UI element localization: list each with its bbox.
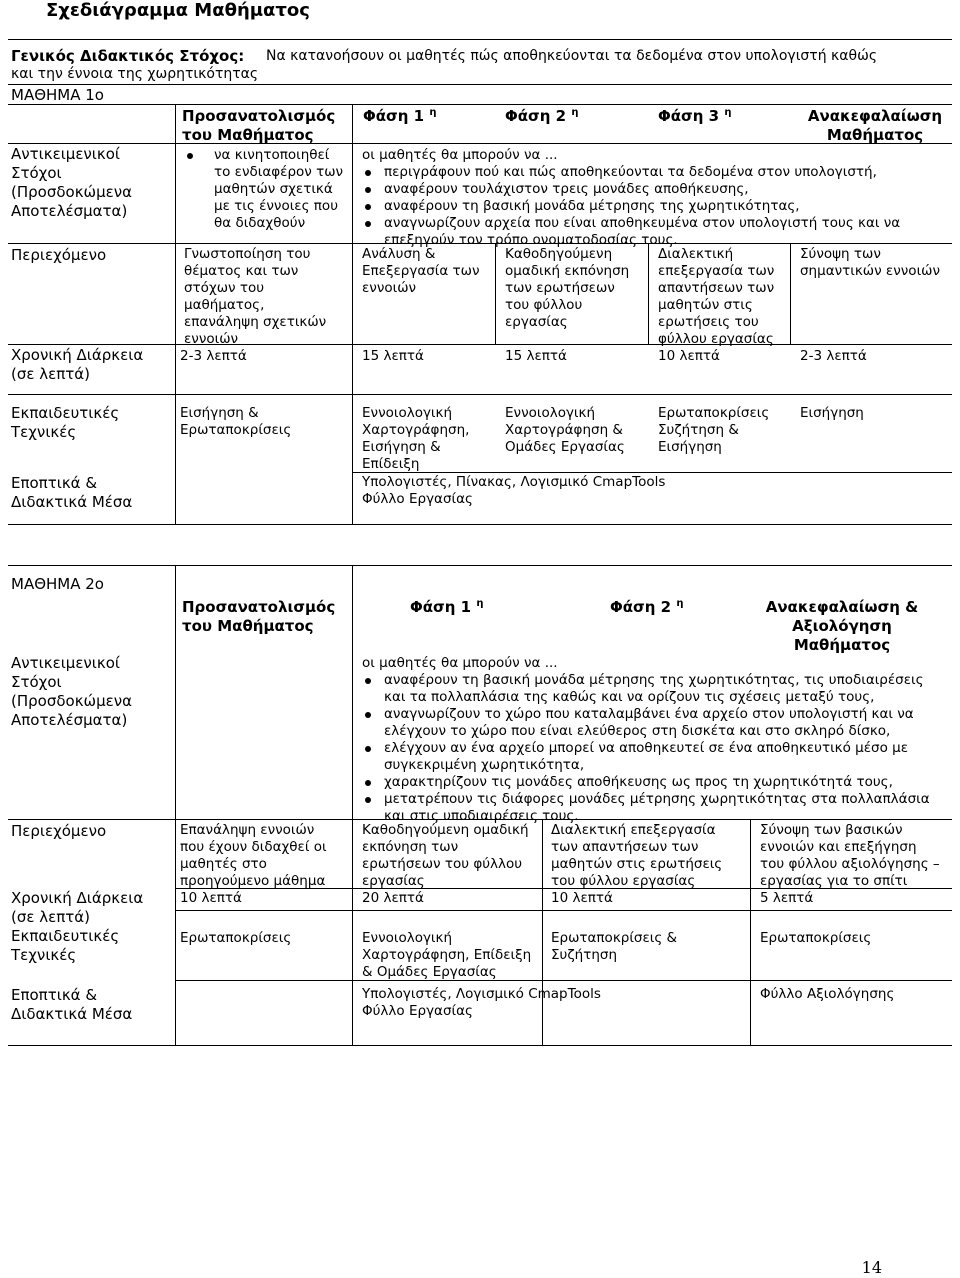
label-line: Εκπαιδευτικές [11, 404, 120, 422]
text-line: μαθητών στις ερωτήσεις [551, 856, 723, 872]
header-line: Μαθήματος [793, 636, 891, 654]
text-line: απαντήσεων των [658, 280, 775, 296]
objective-item: περιγράφουν πού και πώς αποθηκεύονται τα δεδομένα στον υπολογιστή, [362, 164, 947, 181]
header-sup: η [676, 598, 684, 609]
text-line: Σύνοψη των [800, 246, 881, 262]
text-line: θέματος και των [184, 263, 299, 279]
text-line: Ομάδες Εργασίας [505, 439, 625, 455]
text-line: Εισήγηση & [362, 439, 441, 455]
lesson2-techniques-phase2 [551, 930, 677, 964]
objective-item: αναφέρουν τη βασική μονάδα μέτρησης της χωρητικότητας, τις υποδιαιρέσεις και τα πολλαπλάσια της καθώς και να ορίζουν τις σχέσεις μεταξύ τους, [362, 672, 937, 706]
divider [8, 84, 952, 85]
column-divider [790, 243, 791, 344]
label-line: Αντικειμενικοί [11, 654, 120, 672]
lesson1-duration-recap: 2-3 λεπτά [800, 348, 867, 364]
label-line: Αποτελέσματα) [11, 711, 128, 729]
text-line: των απαντήσεων των [551, 839, 699, 855]
text-line: θα διδαχθούν [214, 215, 306, 231]
text-line: του φύλλου αξιολόγησης – [760, 856, 940, 872]
lesson2-label-content: Περιεχόμενο [11, 822, 107, 840]
column-divider [648, 243, 649, 344]
text-line: επεξεργασία των [658, 263, 775, 279]
lesson1-content-orientation [184, 246, 326, 348]
text-line: Γνωστοποίηση του [184, 246, 311, 262]
text-line: Ερωταποκρίσεις [760, 930, 872, 946]
header-line: του Μαθήματος [182, 126, 314, 144]
lesson2-label-objectives [11, 654, 132, 730]
lesson1-header-orientation [182, 107, 335, 145]
objective-item: ελέγχουν αν ένα αρχείο μπορεί να αποθηκευτεί σε ένα αποθηκευτικό μέσο με συγκεκριμένη χωρητικότητα, [362, 740, 937, 774]
label-line: (σε λεπτά) [11, 908, 91, 926]
lesson2-techniques-orientation [180, 930, 291, 947]
lesson1-content-phase3 [658, 246, 774, 348]
lesson1-label-media [11, 474, 132, 512]
lesson1-techniques-phase3 [658, 405, 769, 456]
text-line: στόχων του [184, 280, 265, 296]
objective-item: μετατρέπουν τις διάφορες μονάδες μέτρησης χωρητικότητας στα πολλαπλάσια και στις υποδιαιρέσεις τους. [362, 791, 937, 825]
text-line: Επανάληψη εννοιών [180, 822, 315, 838]
text-line: ομαδική εκπόνηση [505, 263, 630, 279]
header-text: Φάση 2 [505, 107, 567, 125]
text-line: εννοιών και επεξήγηση [760, 839, 917, 855]
lesson2-header-recap [752, 598, 932, 655]
label-line: Στόχοι [11, 673, 62, 691]
label-line: (Προσδοκώμενα [11, 692, 133, 710]
label-line: Εκπαιδευτικές [11, 927, 120, 945]
general-goal-text-line1: Να κατανοήσουν οι μαθητές πώς αποθηκεύονται τα δεδομένα στον υπολογιστή καθώς [266, 48, 878, 64]
text-line: Διαλεκτική [658, 246, 734, 262]
column-divider [175, 394, 176, 524]
divider [8, 1045, 952, 1046]
lesson1-header-phase2 [505, 107, 578, 126]
text-line: Συζήτηση [551, 947, 618, 963]
text-line: το ενδιαφέρον των [214, 164, 344, 180]
text-line: εκπόνηση των [362, 839, 459, 855]
text-line: Χαρτογράφηση, [362, 422, 470, 438]
objective-item: αναγνωρίζουν αρχεία που είναι αποθηκευμένα στον υπολογιστή τους και να επεξηγούν τον τρόπο ονοματοδοσίας τους. [362, 215, 947, 249]
top-rule [8, 39, 952, 40]
divider [352, 472, 952, 473]
header-sup: η [571, 107, 579, 118]
lesson2-content-recap [760, 822, 940, 890]
divider [8, 243, 952, 244]
objectives-intro: οι μαθητές θα μπορούν να ... [362, 655, 558, 671]
label-line: (σε λεπτά) [11, 365, 91, 383]
bullet-icon [187, 153, 193, 159]
label-line: Διδακτικά Μέσα [11, 493, 133, 511]
objectives-intro: οι μαθητές θα μπορούν να ... [362, 147, 558, 163]
lesson1-techniques-recap [800, 405, 864, 422]
lesson2-media-recap [760, 986, 894, 1003]
divider [8, 344, 952, 345]
divider [8, 104, 952, 105]
lesson1-content-phase2 [505, 246, 629, 331]
divider [175, 910, 952, 911]
text-line: μαθητές στο [180, 856, 267, 872]
objective-item: αναγνωρίζουν το χώρο που καταλαμβάνει ένα αρχείο στον υπολογιστή και να ελέγχουν το χώρο που είναι ελεύθερος στη δισκέτα και στο σκληρό δίσκο, [362, 706, 937, 740]
column-divider [750, 819, 751, 1045]
text-line: μαθητών σχετικά [214, 181, 333, 197]
lesson2-media-phase [362, 986, 601, 1020]
label-line: Διδακτικά Μέσα [11, 1005, 133, 1023]
header-text: Φάση 3 [658, 107, 720, 125]
label-line: Αποτελέσματα) [11, 202, 128, 220]
lesson1-media [362, 474, 665, 508]
lesson2-content-phase2 [551, 822, 722, 890]
column-divider [352, 394, 353, 524]
divider [175, 980, 952, 981]
text-line: εργασίας [505, 314, 568, 330]
lesson1-duration-phase1: 15 λεπτά [362, 348, 424, 364]
lesson2-label-media [11, 986, 132, 1024]
lesson1-duration-phase2: 15 λεπτά [505, 348, 567, 364]
text-line: Ερωταποκρίσεις [658, 405, 770, 421]
text-line: του φύλλου [505, 297, 583, 313]
text-line: Ερωταποκρίσεις [180, 422, 292, 438]
lesson1-orientation-objective [184, 147, 349, 232]
text-line: με τις έννοιες που [214, 198, 339, 214]
lesson2-duration-phase1: 20 λεπτά [362, 890, 424, 906]
text-line: Εννοιολογική [362, 405, 453, 421]
lesson2-label-duration [11, 889, 143, 927]
column-divider [495, 243, 496, 344]
text-line: ερωτήσεων του φύλλου [362, 856, 523, 872]
header-text: Φάση 1 [410, 598, 472, 616]
lesson1-duration-phase3: 10 λεπτά [658, 348, 720, 364]
divider [8, 565, 952, 566]
text-line: Εισήγηση [658, 439, 722, 455]
column-divider [175, 565, 176, 1045]
header-line: Προσανατολισμός [182, 598, 336, 616]
lesson2-header-orientation [182, 598, 335, 636]
text-line: να κινητοποιηθεί [214, 147, 330, 163]
text-line: του φύλλου εργασίας [551, 873, 696, 889]
lesson2-content-phase1 [362, 822, 529, 890]
text-line: Καθοδηγούμενη ομαδική [362, 822, 529, 838]
objective-item: χαρακτηρίζουν τις μονάδες αποθήκευσης ως προς τη χωρητικότητά τους, [362, 774, 937, 791]
lesson1-title: ΜΑΘΗΜΑ 1ο [11, 86, 104, 104]
divider [8, 524, 952, 525]
text-line: Διαλεκτική επεξεργασία [551, 822, 716, 838]
text-line: Υπολογιστές, Πίνακας, Λογισμικό CmapTools [362, 474, 666, 490]
page-title: Σχεδιάγραμμα Μαθήματος [46, 0, 310, 21]
text-line: Επεξεργασία των [362, 263, 480, 279]
header-line: του Μαθήματος [182, 617, 314, 635]
divider [8, 143, 952, 144]
page-number: 14 [861, 1258, 882, 1277]
text-line: Υπολογιστές, Λογισμικό CmapTools [362, 986, 601, 1002]
lesson2-duration-phase2: 10 λεπτά [551, 890, 613, 906]
text-line: Χαρτογράφηση, Επίδειξη [362, 947, 532, 963]
lesson1-techniques-phase2 [505, 405, 625, 456]
label-line: Εποπτικά & [11, 474, 98, 492]
label-line: Τεχνικές [11, 423, 77, 441]
lesson2-duration-orientation: 10 λεπτά [180, 890, 242, 906]
lesson2-techniques-recap [760, 930, 871, 947]
divider [8, 394, 952, 395]
label-line: Χρονική Διάρκεια [11, 889, 144, 907]
text-line: Καθοδηγούμενη [505, 246, 613, 262]
text-line: προηγούμενο μάθημα [180, 873, 326, 889]
text-line: που έχουν διδαχθεί οι [180, 839, 327, 855]
header-line: Ανακεφαλαίωση [807, 107, 943, 125]
header-sup: η [429, 107, 437, 118]
header-line: Ανακεφαλαίωση & [765, 598, 919, 616]
label-line: (Προσδοκώμενα [11, 183, 133, 201]
header-line: Αξιολόγηση [792, 617, 892, 635]
lesson2-techniques-phase1 [362, 930, 531, 981]
text-line: Ερωταποκρίσεις [180, 930, 292, 946]
label-line: Τεχνικές [11, 946, 77, 964]
text-line: επανάληψη σχετικών [184, 314, 327, 330]
objective-item: αναφέρουν τουλάχιστον τρεις μονάδες αποθήκευσης, [362, 181, 947, 198]
general-goal-label: Γενικός Διδακτικός Στόχος: [11, 47, 245, 65]
divider [175, 888, 952, 889]
lesson1-techniques-phase1 [362, 405, 469, 473]
lesson1-duration-orientation: 2-3 λεπτά [180, 348, 247, 364]
lesson1-content-recap [800, 246, 940, 280]
lesson2-header-phase2 [610, 598, 683, 617]
text-line: Ερωταποκρίσεις & [551, 930, 678, 946]
lesson1-header-recap [800, 107, 950, 145]
label-line: Αντικειμενικοί [11, 145, 120, 163]
text-line: Ανάλυση & [362, 246, 436, 262]
text-line: Φύλλο Εργασίας [362, 491, 473, 507]
lesson1-header-phase1 [363, 107, 436, 126]
column-divider [352, 565, 353, 1045]
text-line: εννοιών [184, 331, 239, 347]
text-line: Φύλλο Εργασίας [362, 1003, 473, 1019]
lesson1-label-content: Περιεχόμενο [11, 246, 107, 264]
header-text: Φάση 2 [610, 598, 672, 616]
lesson2-title: ΜΑΘΗΜΑ 2ο [11, 575, 104, 593]
header-sup: η [724, 107, 732, 118]
text-line: των ερωτήσεων [505, 280, 615, 296]
lesson2-objectives [362, 655, 937, 825]
text-line: & Ομάδες Εργασίας [362, 964, 497, 980]
text-line: εργασίας για το σπίτι [760, 873, 908, 889]
objective-item: αναφέρουν τη βασική μονάδα μέτρησης της χωρητικότητας, [362, 198, 947, 215]
lesson2-duration-recap: 5 λεπτά [760, 890, 814, 906]
text-line: μαθήματος, [184, 297, 265, 313]
lesson1-header-phase3 [658, 107, 731, 126]
lesson2-content-orientation [180, 822, 327, 890]
general-goal-text-line2: και την έννοια της χωρητικότητας [11, 66, 259, 82]
lesson2-label-techniques [11, 927, 119, 965]
divider [8, 819, 952, 820]
lesson1-label-objectives [11, 145, 132, 221]
text-line: εργασίας [362, 873, 425, 889]
column-divider [352, 104, 353, 394]
text-line: Εισήγηση [800, 405, 864, 421]
text-line: Εννοιολογική [505, 405, 596, 421]
text-line: ερωτήσεις του [658, 314, 759, 330]
header-sup: η [476, 598, 484, 609]
text-line: σημαντικών εννοιών [800, 263, 940, 279]
text-line: Σύνοψη των βασικών [760, 822, 903, 838]
lesson1-techniques-orientation [180, 405, 291, 439]
header-text: Φάση 1 [363, 107, 425, 125]
text-line: Συζήτηση & [658, 422, 739, 438]
text-line: Επίδειξη [362, 456, 420, 472]
lesson2-header-phase1 [410, 598, 483, 617]
lesson1-label-duration [11, 346, 143, 384]
lesson1-content-phase1 [362, 246, 480, 297]
label-line: Στόχοι [11, 164, 62, 182]
text-line: Χαρτογράφηση & [505, 422, 623, 438]
text-line: μαθητών στις [658, 297, 753, 313]
text-line: Εννοιολογική [362, 930, 453, 946]
lesson1-label-techniques [11, 404, 119, 442]
header-line: Προσανατολισμός [182, 107, 336, 125]
label-line: Χρονική Διάρκεια [11, 346, 144, 364]
text-line: Φύλλο Αξιολόγησης [760, 986, 895, 1002]
text-line: Εισήγηση & [180, 405, 259, 421]
column-divider [175, 104, 176, 394]
text-line: φύλλου εργασίας [658, 331, 774, 347]
label-line: Εποπτικά & [11, 986, 98, 1004]
header-line: Μαθήματος [826, 126, 924, 144]
text-line: εννοιών [362, 280, 417, 296]
lesson1-objectives [362, 147, 947, 249]
